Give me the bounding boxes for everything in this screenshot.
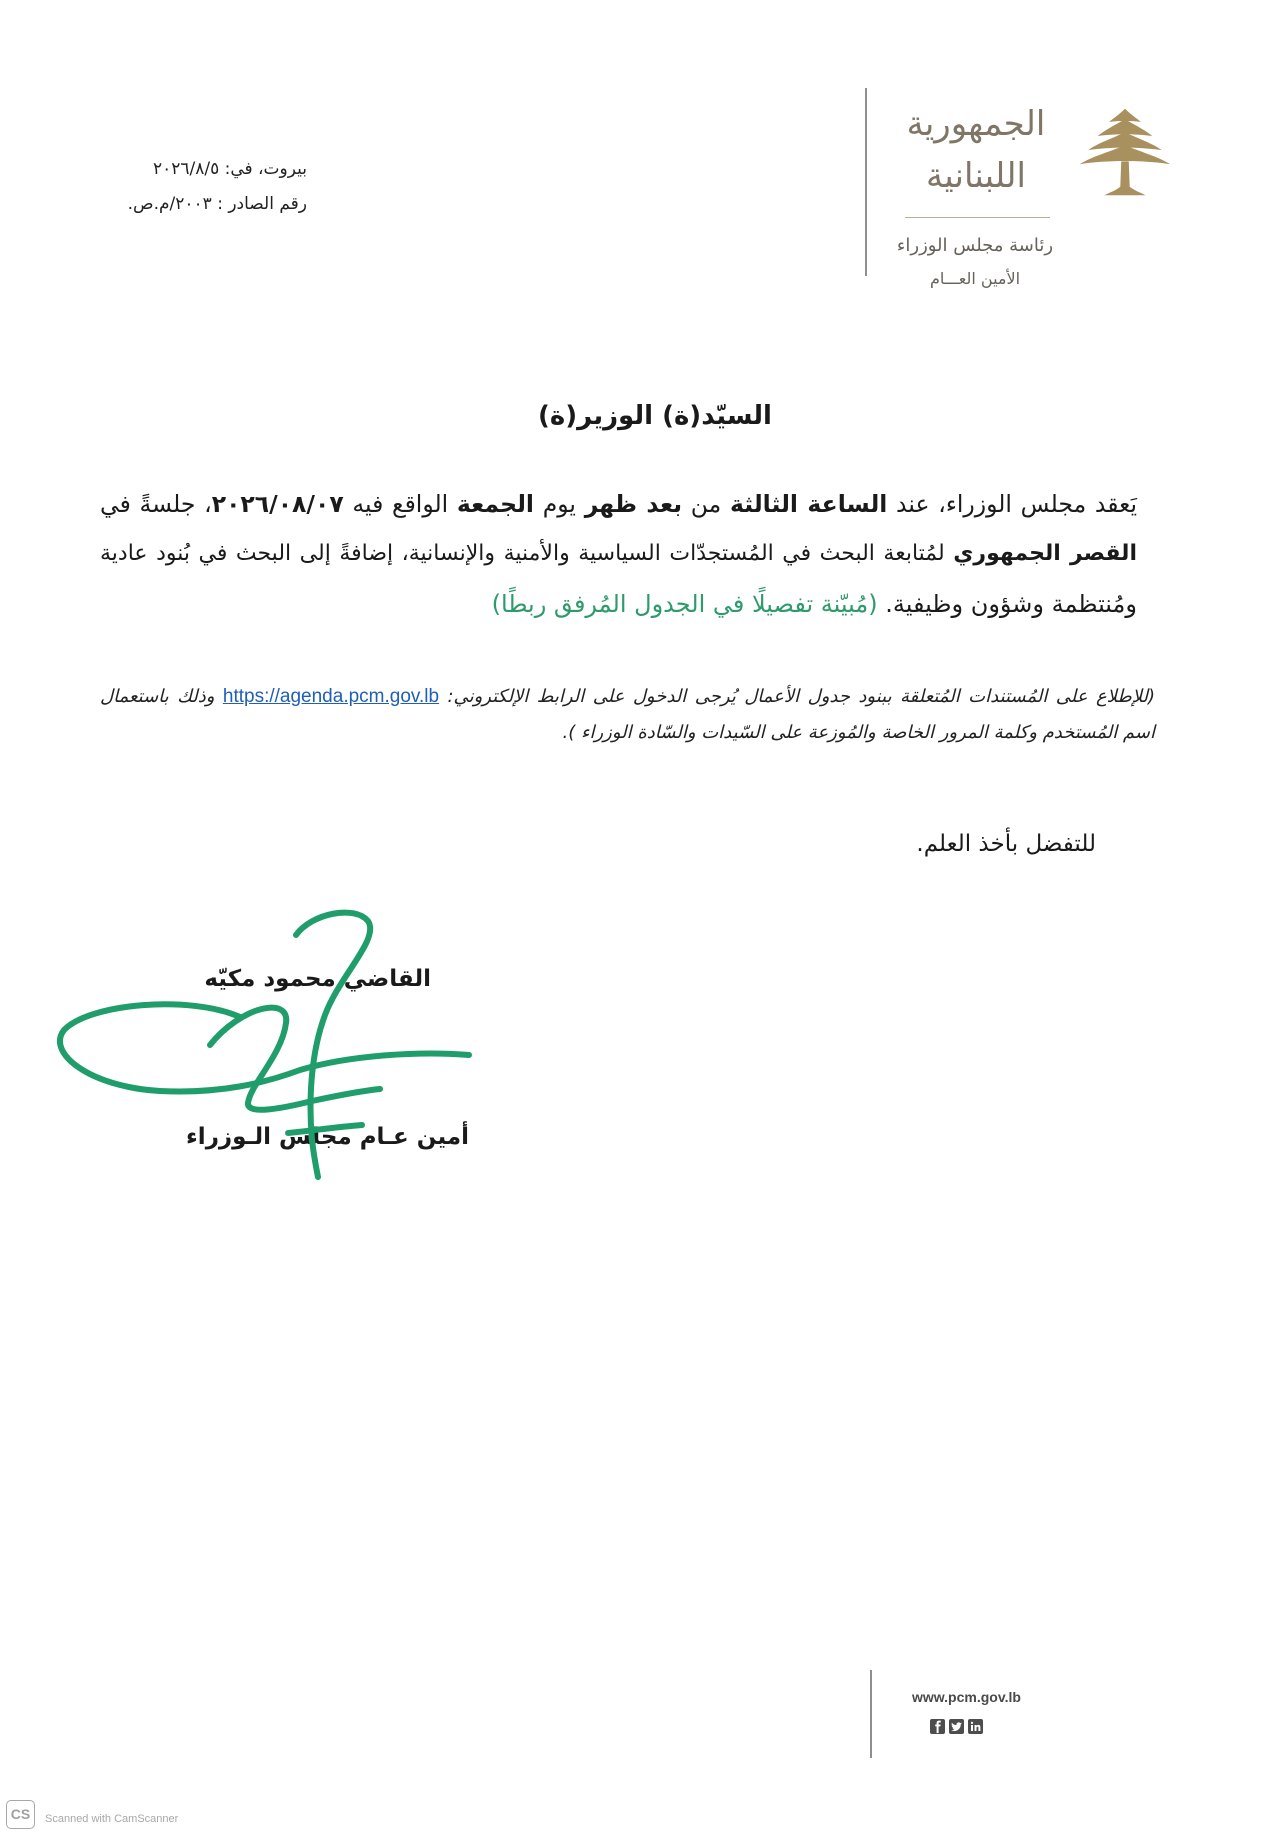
body-text: الواقع فيه [343,490,457,518]
camscanner-caption: Scanned with CamScanner [45,1813,179,1825]
closing-line: للتفضل بأخذ العلم. [916,831,1096,857]
body-text: لمُتابعة البحث في المُستجدّات السياسية والأمنية والإنسانية، إضافةً إلى البحث في بُنود عادية [100,541,954,566]
linkedin-icon[interactable] [968,1719,983,1734]
body-bold-time: الساعة الثالثة [730,490,888,518]
note-text: اسم المُستخدم وكلمة المرور الخاصة والمُوزعة على السّيدات والسّادة الوزراء ). [562,722,1155,743]
body-annex-reference: (مُبيّنة تفصيلًا في الجدول المُرفق ربطًا) [491,590,878,618]
body-bold-date: ٢٠٢٦/٠٨/٠٧ [211,490,344,518]
body-text: يوم [533,490,585,518]
reference-line: رقم الصادر : ٢٠٠٣/م.ص. [127,194,307,214]
letterhead-vertical-rule [865,88,867,276]
body-text: من [682,490,730,518]
body-line-3 [100,579,1137,629]
republic-calligraphy-logo [900,98,1052,202]
body-bold-venue: القصر الجمهوري [953,541,1137,566]
camscanner-logo: CS [6,1800,35,1829]
note-line-2 [100,715,1155,751]
body-text: ومُنتظمة وشؤون وظيفية. [877,590,1137,618]
signatory-title: أمين عـام مجلس الـوزراء [186,1124,469,1150]
calligraphy-line-2: اللبنانية [926,156,1026,196]
body-bold-day: الجمعة [456,490,534,518]
body-line-1 [100,479,1137,529]
note-text: (للإطلاع على المُستندات المُتعلقة ببنود جدول الأعمال يُرجى الدخول على الرابط الإلكتروني: [439,686,1155,707]
footer-website[interactable]: www.pcm.gov.lb [912,1689,1021,1705]
salutation: السيّد(ة) الوزير(ة) [538,401,772,431]
cedar-tree-icon [1078,104,1172,200]
body-text: يَعقد مجلس الوزراء، عند [887,490,1137,518]
office-title: الأمين العـــام [929,269,1021,288]
office-name: رئاسة مجلس الوزراء [896,235,1054,256]
calligraphy-line-1: الجمهورية [906,104,1046,144]
signatory-name: القاضي محمود مكيّه [204,966,431,992]
footer-vertical-rule [870,1670,872,1758]
date-line: بيروت، في: ٢٠٢٦/٨/٥ [152,159,307,179]
body-bold-afternoon: بعد ظهر [584,490,683,518]
note-line-1 [100,679,1155,715]
note-text: وذلك باستعمال [100,686,223,707]
letter-meta [128,152,307,222]
twitter-icon[interactable] [949,1719,964,1734]
facebook-icon[interactable] [930,1719,945,1734]
handwritten-signature [50,895,480,1185]
agenda-link[interactable]: https://agenda.pcm.gov.lb [222,686,440,707]
body-text: ، جلسةً في [100,490,212,518]
social-icons [930,1719,983,1734]
body-line-2 [100,529,1137,579]
letterhead-divider [905,217,1050,218]
